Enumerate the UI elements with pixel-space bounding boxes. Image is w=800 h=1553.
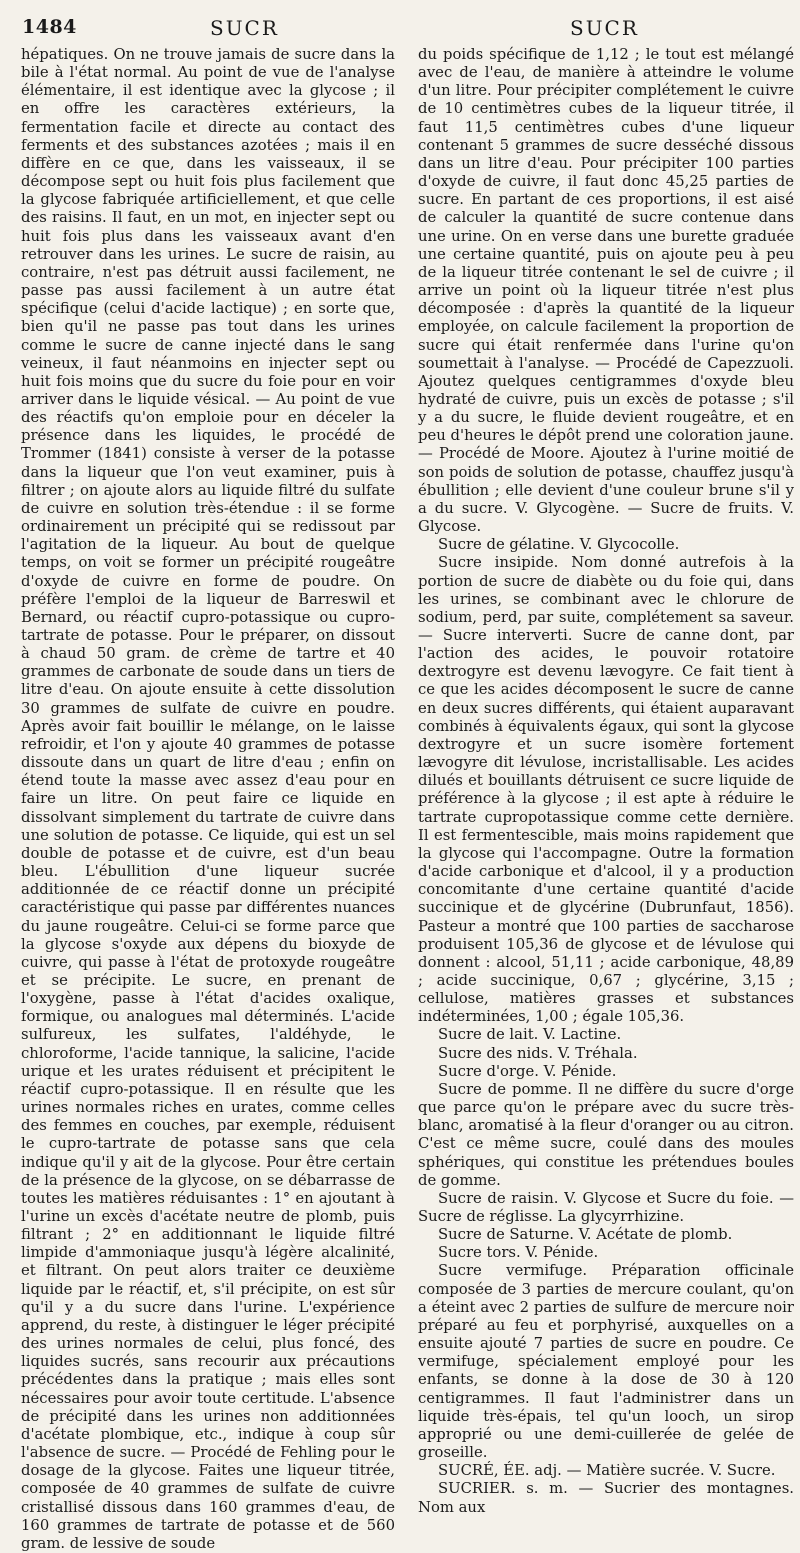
entry-sucre-d-orge: Sucre d'orge. V. Pénide. bbox=[438, 1062, 617, 1080]
left-column bbox=[21, 46, 395, 1552]
entry-sucre-de-lait: Sucre de lait. V. Lactine. bbox=[438, 1026, 622, 1044]
page-header bbox=[0, 6, 800, 40]
entry-sucrier: SUCRIER. s. m. — Sucrier des montagnes. Nom aux bbox=[418, 1480, 794, 1516]
running-headword-right: SUCR bbox=[570, 16, 639, 40]
right-column bbox=[418, 46, 794, 1516]
entry-sucre-tors: Sucre tors. V. Pénide. bbox=[438, 1244, 599, 1262]
entry-sucre-de-raisin: Sucre de raisin. V. Glycose et Sucre du foie. — Sucre de réglisse. La glycyrrhizine. bbox=[418, 1189, 794, 1225]
entry-sucre-insipide: Sucre insipide. Nom donné autrefois à la portion de sucre de diabète ou du foie qui, dans les urines, se combinant avec le chlorure de sodium, perd, par suite, complétement sa saveur. — Sucre interverti. Sucre de canne dont, par l'action des acides, le pouvoir rotatoire dextrogyre est devenu lævogyre. Ce fait tient à ce que les acides décomposent le sucre de canne en deux sucres différents, qui étaient auparavant combinés à équivalents égaux, qui sont la glycose dextrogyre et un sucre isomère fortement lævogyre dit lévulose, incristallisable. Les acides dilués et bouillants détruisent ce sucre liquide de préférence à la glycose ; il est apte à réduire le tartrate cupropotassique comme cette dernière. Il est fermentescible, mais moins rapidement que la glycose qui l'accompagne. Outre la formation d'acide carbonique et d'alcool, il y a production concomitante d'une certaine quantité d'acide succinique et de glycérine (Dubrunfaut, 1856). Pasteur a montré que 100 parties de saccharose produisent 105,36 de glycose et de lévulose qui donnent : alcool, 51,11 ; acide carbonique, 48,89 ; acide succinique, 0,67 ; glycérine, 3,15 ; cellulose, matières grasses et substances indéterminées, 1,00 ; égale 105,36. bbox=[418, 554, 794, 1026]
paragraph: hépatiques. On ne trouve jamais de sucre dans la bile à l'état normal. Au point de vue de l'analyse élémentaire, il est identique avec la glycose ; il en offre les caractères extérieurs, la fermentation facile et directe au contact des ferments et des substances azotées ; mais il en diffère en ce que, dans les vaisseaux, il se décompose sept ou huit fois plus facilement que la glycose fabriquée artificiellement, et que celle des raisins. Il faut, en un mot, en injecter sept ou huit fois plus dans les vaisseaux avant d'en retrouver dans les urines. Le sucre de raisin, au contraire, n'est pas détruit aussi facilement, ne passe pas aussi facilement à un autre état spécifique (celui d'acide lactique) ; en sorte que, bien qu'il ne passe pas tout dans les urines comme le sucre de canne injecté dans le sang veineux, il faut néanmoins en injecter sept ou huit fois moins que du sucre du foie pour en voir arriver dans le liquide vésical. — Au point de vue des réactifs qu'on emploie pour en déceler la présence dans les liquides, le procédé de Trommer (1841) consiste à verser de la potasse dans la liqueur que l'on veut examiner, puis à filtrer ; on ajoute alors au liquide filtré du sulfate de cuivre en solution très-étendue : il se forme ordinairement un précipité qui se redissout par l'agitation de la liqueur. Au bout de quelque temps, on voit se former un précipité rougeâtre d'oxyde de cuivre en forme de poudre. On préfère l'emploi de la liqueur de Barreswil et Bernard, ou réactif cupro-potassique ou cupro-tartrate de potasse. Pour le préparer, on dissout à chaud 50 gram. de crème de tartre et 40 grammes de carbonate de soude dans un tiers de litre d'eau. On ajoute ensuite à cette dissolution 30 grammes de sulfate de cuivre en poudre. Après avoir fait bouillir le mélange, on le laisse refroidir, et l'on y ajoute 40 grammes de potasse dissoute dans un quart de litre d'eau ; enfin on étend toute la masse avec assez d'eau pour en faire un litre. On peut faire ce liquide en dissolvant simplement du tartrate de cuivre dans une solution de potasse. Ce liquide, qui est un sel double de potasse et de cuivre, est d'un beau bleu. L'ébullition d'une liqueur sucrée additionnée de ce réactif donne un précipité caractéristique qui passe par différentes nuances du jaune rougeâtre. Celui-ci se forme parce que la glycose s'oxyde aux dépens du bioxyde de cuivre, qui passe à l'état de protoxyde rougeâtre et se précipite. Le sucre, en prenant de l'oxygène, passe à l'état d'acides oxalique, formique, ou analogues mal déterminés. L'acide sulfureux, les sulfates, l'aldéhyde, le chloroforme, l'acide tannique, la salicine, l'acide urique et les urates réduisent et précipitent le réactif cupro-potassique. Il en résulte que les urines normales riches en urates, comme celles des femmes en couches, par exemple, réduisent le cupro-tartrate de potasse sans que cela indique qu'il y ait de la glycose. Pour être certain de la présence de la glycose, on se débarrasse de toutes les matières réduisantes : 1° en ajoutant à l'urine un excès d'acétate neutre de plomb, puis filtrant ; 2° en additionnant le liquide filtré limpide d'ammoniaque jusqu'à légère alcalinité, et filtrant. On peut alors traiter ce deuxième liquide par le réactif, et, s'il précipite, on est sûr qu'il y a du sucre dans l'urine. L'expérience apprend, du reste, à distinguer le léger précipité des urines normales de celui, plus foncé, des liquides sucrés, sans recourir aux précautions précédentes dans la pratique ; mais elles sont nécessaires pour avoir toute certitude. L'absence de précipité dans les urines non additionnées d'acétate plombique, etc., indique à coup sûr l'absence de sucre. — Procédé de Fehling pour le dosage de la glycose. Faites une liqueur titrée, composée de 40 grammes de sulfate de cuivre cristallisé dissous dans 160 grammes d'eau, de 160 grammes de tartrate de potasse et de 560 gram. de lessive de soude bbox=[21, 46, 395, 1552]
running-headword-left: SUCR bbox=[210, 16, 279, 40]
entry-sucre-de-saturne: Sucre de Saturne. V. Acétate de plomb. bbox=[438, 1226, 733, 1244]
entry-sucre-des-nids: Sucre des nids. V. Tréhala. bbox=[438, 1044, 638, 1062]
entry-sucre-ee: SUCRÉ, ÉE. adj. — Matière sucrée. V. Sucre. bbox=[438, 1462, 776, 1480]
entry-sucre-de-gelatine: Sucre de gélatine. V. Glycocolle. bbox=[438, 536, 680, 554]
entry-sucre-vermifuge: Sucre vermifuge. Préparation officinale composée de 3 parties de mercure coulant, qu'on a éteint avec 2 parties de sulfure de mercure noir préparé au feu et porphyrisé, auxquelles on a ensuite ajouté 7 parties de sucre en poudre. Ce vermifuge, spécialement employé pour les enfants, se donne à la dose de 30 à 120 centigrammes. Il faut l'administrer dans un liquide très-épais, tel qu'un looch, un sirop approprié ou une demi-cuillerée de gelée de groseille. bbox=[418, 1262, 794, 1462]
paragraph: du poids spécifique de 1,12 ; le tout est mélangé avec de l'eau, de manière à atteindre le volume d'un litre. Pour précipiter complétement le cuivre de 10 centimètres cubes de la liqueur titrée, il faut 11,5 centimètres cubes d'une liqueur contenant 5 grammes de sucre desséché dissous dans un litre d'eau. Pour précipiter 100 parties d'oxyde de cuivre, il faut donc 45,25 parties de sucre. En partant de ces proportions, il est aisé de calculer la quantité de sucre contenue dans une urine. On en verse dans une burette graduée une certaine quantité, puis on ajoute peu à peu de la liqueur titrée contenant le sel de cuivre ; il arrive un point où la liqueur titrée n'est plus décomposée : d'après la quantité de la liqueur employée, on calcule facilement la proportion de sucre qui était renfermée dans l'urine qu'on soumettait à l'analyse. — Procédé de Capezzuoli. Ajoutez quelques centigrammes d'oxyde bleu hydraté de cuivre, puis un excès de potasse ; s'il y a du sucre, le fluide devient rougeâtre, et en peu d'heures le dépôt prend une coloration jaune. — Procédé de Moore. Ajoutez à l'urine moitié de son poids de solution de potasse, chauffez jusqu'à ébullition ; elle devient d'une couleur brune s'il y a du sucre. V. Glycogène. — Sucre de fruits. V. Glycose. bbox=[418, 46, 794, 536]
page-number: 1484 bbox=[22, 16, 77, 38]
entry-sucre-de-pomme: Sucre de pomme. Il ne diffère du sucre d'orge que parce qu'on le prépare avec du sucre très-blanc, aromatisé à la fleur d'oranger ou au citron. C'est ce même sucre, coulé dans des moules sphériques, qui constitue les prétendues boules de gomme. bbox=[418, 1080, 794, 1189]
